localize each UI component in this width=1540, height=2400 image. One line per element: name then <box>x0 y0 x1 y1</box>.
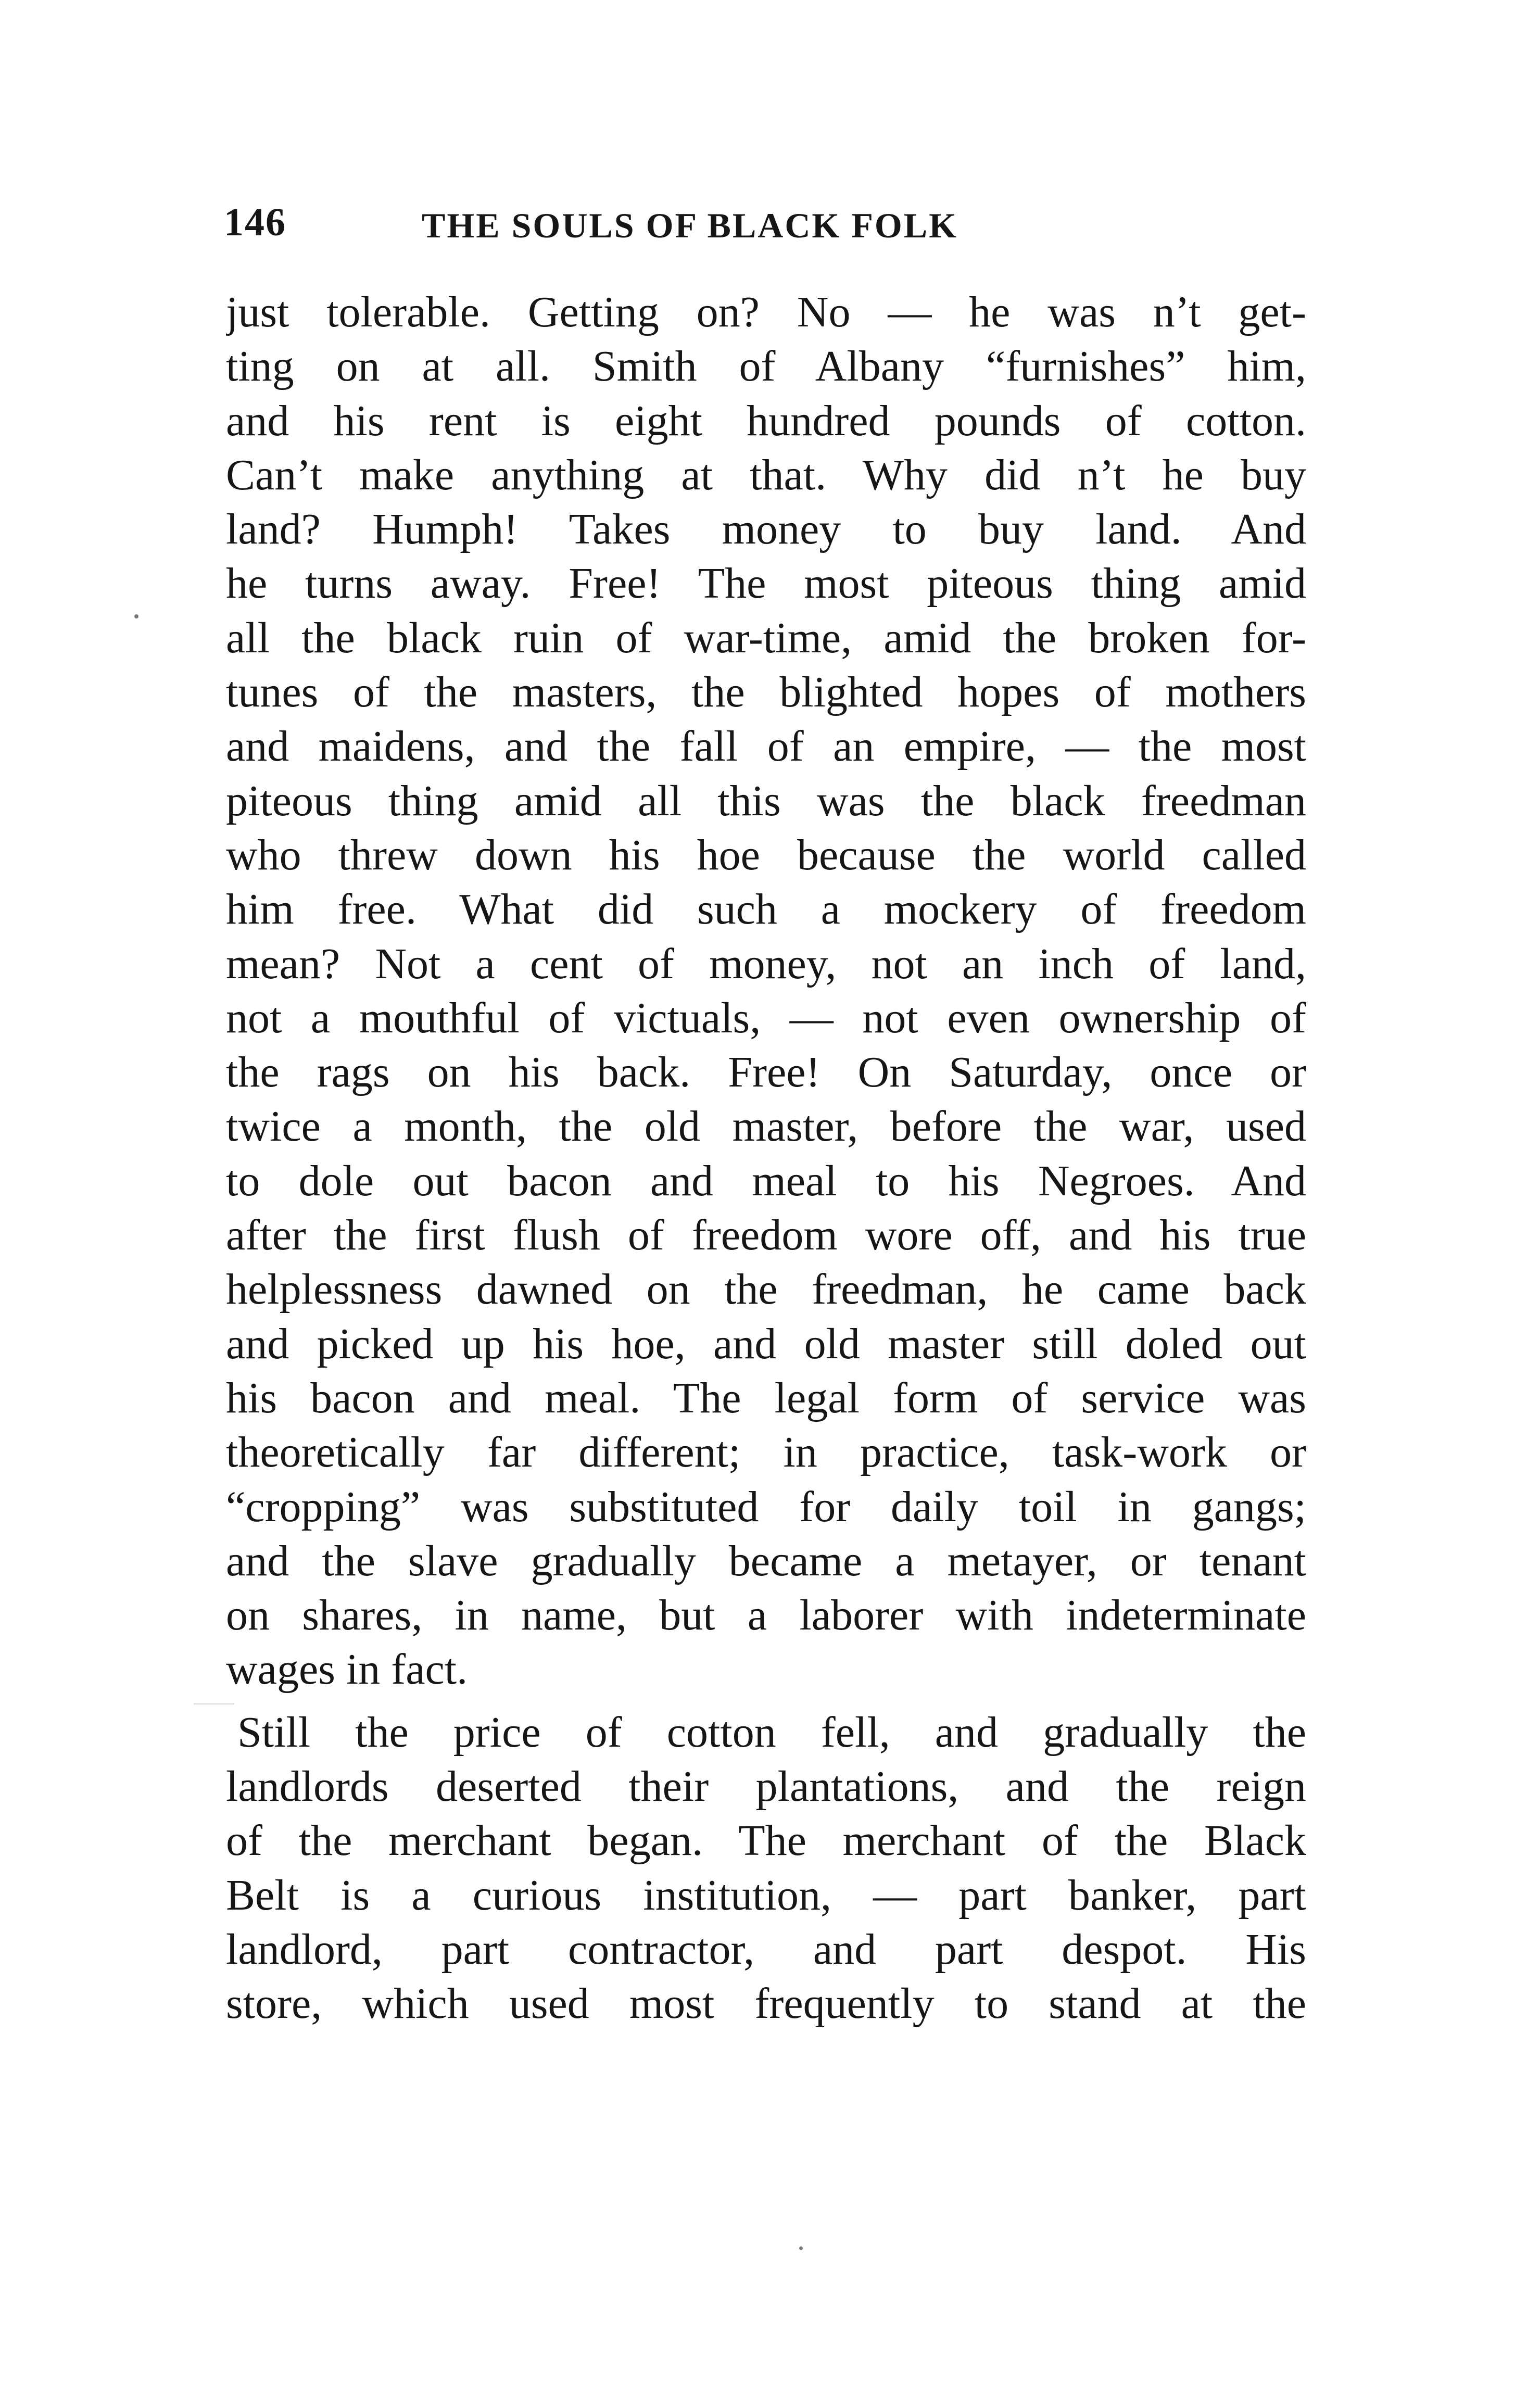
print-speck <box>194 1703 234 1704</box>
print-speck <box>799 2246 803 2250</box>
paragraph-1 <box>226 285 1306 1697</box>
text-line: theoretically far different; in practice, task-work or <box>226 1428 1306 1477</box>
text-line: wages in fact. <box>226 1645 468 1694</box>
text-line: his bacon and meal. The legal form of service was <box>226 1373 1306 1422</box>
text-line: to dole out bacon and meal to his Negroes. And <box>226 1156 1306 1205</box>
text-line: piteous thing amid all this was the black freedman <box>226 776 1306 825</box>
text-line: him free. What did such a mockery of freedom <box>226 885 1306 934</box>
text-line: of the merchant began. The merchant of the Black <box>226 1816 1306 1865</box>
text-line: all the black ruin of war-time, amid the broken for- <box>226 613 1306 662</box>
text-line: mean? Not a cent of money, not an inch of land, <box>226 939 1306 988</box>
text-line: after the first flush of freedom wore off, and his true <box>226 1211 1306 1260</box>
text-line: who threw down his hoe because the world called <box>226 830 1306 879</box>
running-head <box>224 194 1317 251</box>
text-line: twice a month, the old master, before the war, used <box>226 1102 1306 1151</box>
text-line: and picked up his hoe, and old master still doled out <box>226 1319 1306 1368</box>
paragraph-gap <box>226 1697 1306 1706</box>
text-line: Belt is a curious institution, — part banker, part <box>226 1871 1306 1919</box>
body-text <box>226 285 1306 2031</box>
text-line: and the slave gradually became a metayer, or tenant <box>226 1536 1306 1585</box>
print-speck <box>134 614 138 618</box>
text-line: on shares, in name, but a laborer with indeterminate <box>226 1591 1306 1640</box>
text-line: the rags on his back. Free! On Saturday, once or <box>226 1048 1306 1097</box>
text-line: not a mouthful of victuals, — not even ownership of <box>226 993 1306 1042</box>
text-line: ting on at all. Smith of Albany “furnishes” him, <box>226 342 1306 391</box>
text-line: Can’t make anything at that. Why did n’t he buy <box>226 450 1306 499</box>
text-line: land? Humph! Takes money to buy land. And <box>226 505 1306 554</box>
text-line: and maidens, and the fall of an empire, — the most <box>226 722 1306 771</box>
text-line: landlord, part contractor, and part despot. His <box>226 1925 1306 1974</box>
paragraph-2 <box>226 1706 1306 2031</box>
text-line: helplessness dawned on the freedman, he came back <box>226 1265 1306 1314</box>
text-line: just tolerable. Getting on? No — he was n’t get- <box>226 288 1306 336</box>
text-line: Still the price of cotton fell, and gradually the <box>237 1708 1306 1757</box>
text-line: tunes of the masters, the blighted hopes of mothers <box>226 668 1306 717</box>
text-line: and his rent is eight hundred pounds of cotton. <box>226 396 1306 445</box>
running-title: THE SOULS OF BLACK FOLK <box>422 206 958 245</box>
text-line: he turns away. Free! The most piteous thing amid <box>226 559 1306 608</box>
text-line: landlords deserted their plantations, and the reign <box>226 1762 1306 1811</box>
page-number: 146 <box>224 200 286 244</box>
text-line: “cropping” was substituted for daily toil in gangs; <box>226 1482 1306 1531</box>
text-line: store, which used most frequently to stand at the <box>226 1979 1306 2028</box>
